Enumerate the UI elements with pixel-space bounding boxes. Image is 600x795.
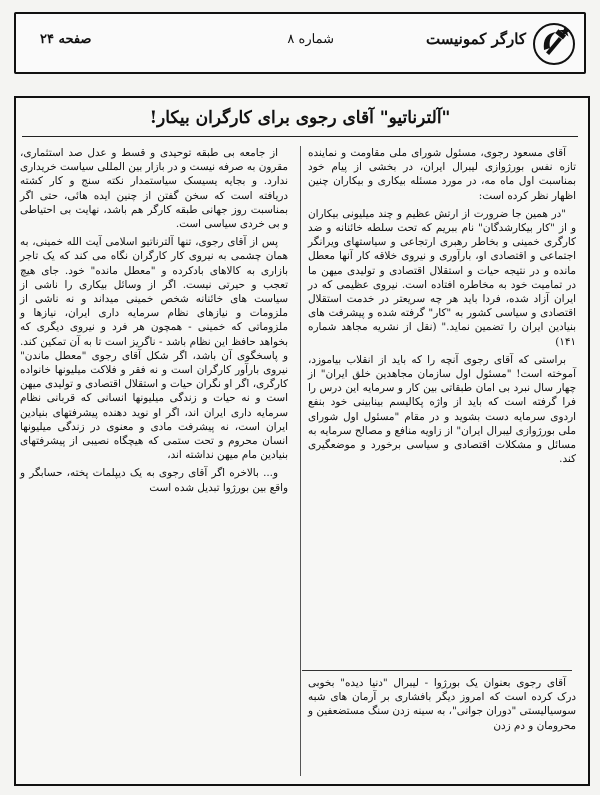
article-headline: "آلترناتیو" آقای رجوی برای کارگران بیکار! — [149, 108, 451, 128]
page-number: صفحه ۲۴ — [40, 32, 92, 47]
hammer-sickle-star-icon — [532, 20, 576, 68]
paragraph: آقای رجوی بعنوان یک بورژوا - لیبرال "دنیا دیده" بخوبی درک کرده است که امروز دیگر بافشاری بر آرمان های شبه سوسیالیستی "دوران جوانی"، به سینه زدن سنگ مستضعفین و محرومان و دم زدن — [308, 677, 576, 732]
headline-rule — [22, 136, 578, 137]
paragraph: آقای مسعود رجوی، مسئول شورای ملی مقاومت و نماینده تازه نفس بورژوازی لیبرال ایران، در بخشی از پیام خود بمناسبت اول ماه مه، در مورد مسئله بیکاری و بیکاران چنین اظهار نظر کرده است: — [308, 147, 576, 202]
article-column-right — [308, 146, 576, 470]
paragraph: و... بالاخره اگر آقای رجوی به یک دیپلمات پخته، حسابگر و واقع بین بورژوا تبدیل شده است — [20, 467, 288, 494]
column-divider — [300, 146, 301, 776]
section-divider — [302, 670, 572, 671]
article-column-left — [20, 146, 288, 499]
issue-number: شماره ۸ — [287, 32, 334, 47]
masthead — [14, 12, 586, 74]
paragraph: "در همین جا ضرورت از ارتش عظیم و چند میلیونی بیکاران و از "کار بیکارشدگان" نام ببریم که تحت سلطه خائنانه و ضد کارگری خمینی و بخاطر رهبری ارتجاعی و سیاستهای ویرانگر اجتماعی و اقتصادی او، بارآوری و نیروی خلاقه کار آنها معطل مانده و در نتیجه حیات و استقلال اقتصادی و تولیدی میهن ما در تمامیت خود به مخاطره افتاده است. نیروی عظیمی که در ایران آزاد شده، فردا باید هر چه سریعتر در خدمت استقلال اقتصادی و سیاسی کشور به "کار" گرفته شده و پیشرفت های بنیادین ایران را تضمین نماید." (نقل از نشریه مجاهد شماره ۱۴۱) — [308, 207, 576, 348]
paragraph: براستی که آقای رجوی آنچه را که باید از انقلاب بیاموزد، آموخته است! "مسئول اول سازمان مجاهدین خلق ایران" از چهار سال نبرد بی امان طبقاتی بین کار و سرمایه این درس را فرا گرفته است که باید از واژه پکالیسم بینابینی خود بنفع اردوی سرمایه دست بشوید و در مقام "مسئول اول شورای ملی بورژوازی لیبرال ایران" از زاویه منافع و مصالح سرمایه به مسائل و مشکلات اقتصادی و سیاسی برخورد و موضعگیری کند. — [308, 353, 576, 466]
article-column-right-continued — [308, 676, 576, 733]
paragraph: پس از آقای رجوی، تنها آلترناتیو اسلامی آیت الله خمینی، به همان چشمی به نیروی کار کارگران نگاه می کند که یک تاجر بازاری به کالاهای بادکرده و "معطل مانده" خود. جای هیچ تعجب و حیرتی نیست. اگر از وسائل بیکاری را ناشی از سیاست های خائنانه شخص خمینی میداند و نه ناشی از ملزومات و نیازهای نظام سرمایه داری ایران، نیازها و ملزوماتی که خمینی - همچون هر فرد و نیروی دیگری که بخواهد حافظ این نظام باشد - ناگریز است تا به آن تمکین کند. و پاسخگوی آن باشد، اگر شکل آقای رجوی "معطل ماندن" نیروی بارآور کارگران است و نه فقر و فلاکت میلیونها خانواده کارگری، اگر او نگران حیات و استقلال اقتصادی و تولیدی میهن است و نه حیات و زندگی میلیونها انسانی که قربانی نظام سرمایه داری ایران اند، اگر او نوید دهنده پیشرفتهای بنیادین ایران است، نه پیشرفت مادی و معنوی در زندگی میلیونها انسان محروم و تحت ستمی که هیچگاه نصیبی از پیشرفتهای بنیادین مام میهن نداشته اند، — [20, 236, 288, 462]
newspaper-title: کارگر کمونیست — [426, 30, 526, 48]
paragraph: از جامعه بی طبقه توحیدی و قسط و عدل صد استثماری، مقرون به صرفه نیست و در بازار بین المللی سیاست خریداری ندارد. و بجایه یسیسک سیاستمدار نکته سنج و کار کشته دریافته است که سخن گفتن از چنین ایده هائی، حتی اگر بمناسبت روز جهانی طبقه کارگر هم باشد، نهایت بی احتیاطی و بی خردی سیاسی است. — [20, 147, 288, 231]
